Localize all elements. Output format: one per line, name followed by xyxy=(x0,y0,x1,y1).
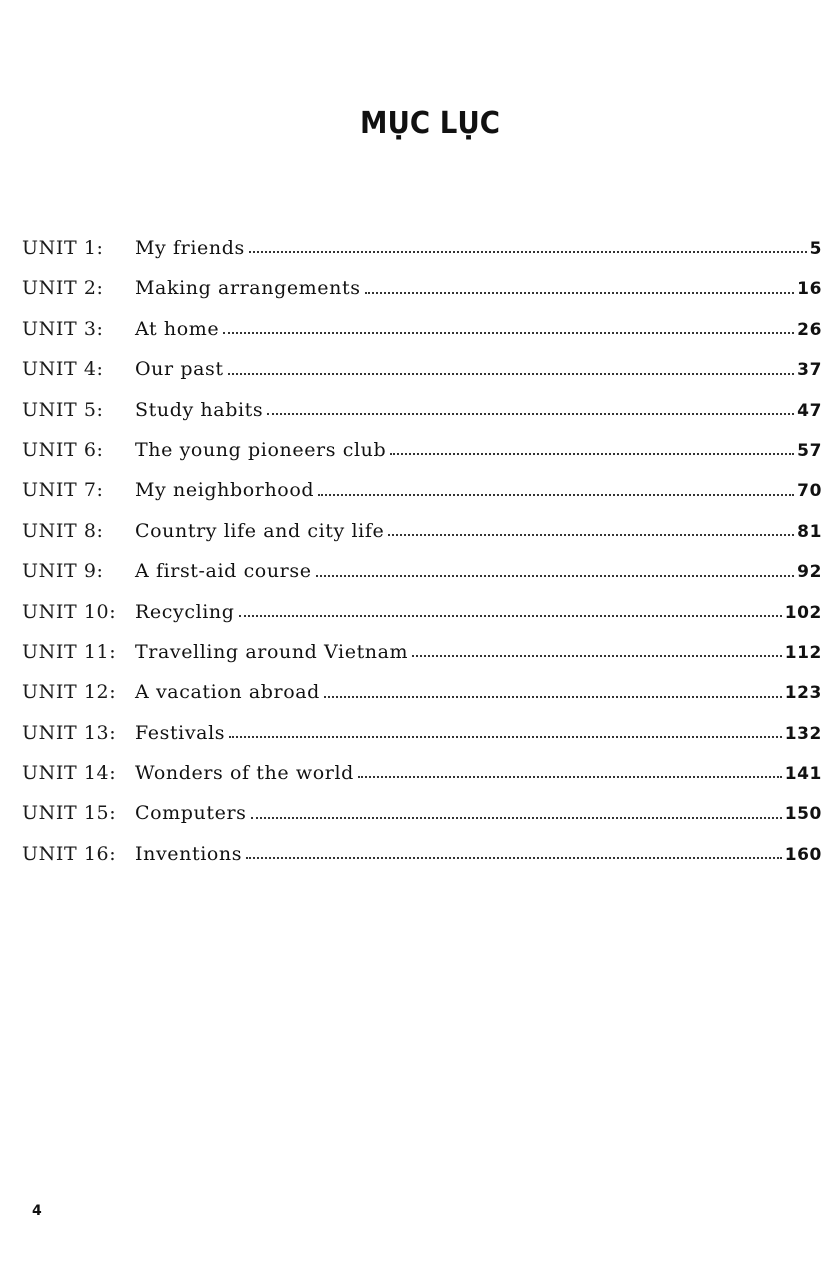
toc-page-number: 160 xyxy=(784,844,822,865)
toc-page-number: 102 xyxy=(784,602,822,623)
toc-unit-label: UNIT 14: xyxy=(22,762,117,785)
toc-unit-label: UNIT 13: xyxy=(22,721,117,744)
toc-unit-label: UNIT 2: xyxy=(22,277,104,300)
toc-page-number: 92 xyxy=(797,562,822,583)
toc-page-number: 132 xyxy=(784,723,822,744)
toc-entry-title: Travelling around Vietnam xyxy=(135,640,409,663)
toc-dot-leader xyxy=(316,575,795,577)
toc-entry-title: Making arrangements xyxy=(135,277,361,300)
toc-unit-label: UNIT 8: xyxy=(22,519,104,542)
toc-entry xyxy=(22,834,822,874)
toc-dot-leader xyxy=(358,776,782,778)
toc-unit-label: UNIT 7: xyxy=(22,479,104,502)
toc-entry xyxy=(22,228,822,268)
toc-entry xyxy=(22,672,822,712)
toc-entry-title: Recycling xyxy=(135,600,235,623)
toc-dot-leader xyxy=(229,736,782,738)
toc-entry xyxy=(22,390,822,430)
toc-unit-label: UNIT 3: xyxy=(22,317,104,340)
toc-entry xyxy=(22,793,822,833)
toc-dot-leader xyxy=(223,332,794,334)
toc-page-number: 141 xyxy=(784,764,822,785)
toc-dot-leader xyxy=(365,292,795,294)
toc-unit-label: UNIT 16: xyxy=(22,842,117,865)
toc-unit-label: UNIT 5: xyxy=(22,398,104,421)
toc-entry-title: Wonders of the world xyxy=(135,762,354,785)
toc-unit-label: UNIT 1: xyxy=(22,237,104,259)
toc-entry xyxy=(22,632,822,672)
toc-dot-leader xyxy=(249,251,807,253)
toc-dot-leader xyxy=(228,373,795,375)
toc-entry-title: Study habits xyxy=(135,398,264,421)
toc-page-number: 26 xyxy=(797,319,822,340)
toc-page-number: 47 xyxy=(797,400,822,421)
toc-unit-label: UNIT 11: xyxy=(22,640,117,663)
toc-unit-label: UNIT 9: xyxy=(22,560,104,583)
toc-entry xyxy=(22,430,822,470)
toc-unit-label: UNIT 4: xyxy=(22,358,104,381)
page-title: MỤC LỤC xyxy=(359,106,500,141)
toc-entry-title: Inventions xyxy=(135,842,243,865)
toc-page-number: 112 xyxy=(784,642,822,663)
toc-dot-leader xyxy=(239,615,782,617)
toc-dot-leader xyxy=(318,494,794,496)
toc-page-number: 16 xyxy=(797,279,822,300)
toc-unit-label: UNIT 10: xyxy=(22,600,117,623)
toc-unit-label: UNIT 12: xyxy=(22,681,117,704)
toc-dot-leader xyxy=(388,534,794,536)
table-of-contents xyxy=(22,228,822,874)
toc-entry-title: My neighborhood xyxy=(135,479,315,502)
toc-entry-title: Our past xyxy=(135,358,224,381)
toc-entry xyxy=(22,551,822,591)
toc-entry-title: A vacation abroad xyxy=(135,681,320,704)
toc-unit-label: UNIT 6: xyxy=(22,438,104,461)
toc-page-number: 37 xyxy=(797,360,822,381)
toc-entry-title: A first-aid course xyxy=(135,560,312,583)
toc-entry-title: The young pioneers club xyxy=(135,438,387,461)
toc-entry-title: My friends xyxy=(135,237,245,259)
toc-entry xyxy=(22,309,822,349)
toc-dot-leader xyxy=(412,655,782,657)
page-number: 4 xyxy=(32,1203,42,1219)
toc-page-number: 57 xyxy=(797,440,822,461)
toc-entry-title: Computers xyxy=(135,802,247,825)
toc-dot-leader xyxy=(267,413,794,415)
toc-dot-leader xyxy=(246,857,782,859)
toc-entry xyxy=(22,470,822,510)
toc-page-number: 150 xyxy=(784,804,822,825)
toc-page-number: 70 xyxy=(797,481,822,502)
toc-entry xyxy=(22,592,822,632)
toc-dot-leader xyxy=(390,453,794,455)
toc-page-number: 5 xyxy=(809,239,822,259)
toc-entry-title: At home xyxy=(135,317,220,340)
toc-page-number: 123 xyxy=(784,683,822,704)
toc-entry-title: Festivals xyxy=(135,721,226,744)
toc-entry xyxy=(22,753,822,793)
toc-dot-leader xyxy=(251,817,782,819)
toc-entry xyxy=(22,511,822,551)
toc-unit-label: UNIT 15: xyxy=(22,802,117,825)
toc-entry xyxy=(22,713,822,753)
toc-entry-title: Country life and city life xyxy=(135,519,385,542)
toc-entry xyxy=(22,349,822,389)
toc-entry xyxy=(22,268,822,308)
toc-dot-leader xyxy=(324,696,782,698)
toc-page-number: 81 xyxy=(797,521,822,542)
